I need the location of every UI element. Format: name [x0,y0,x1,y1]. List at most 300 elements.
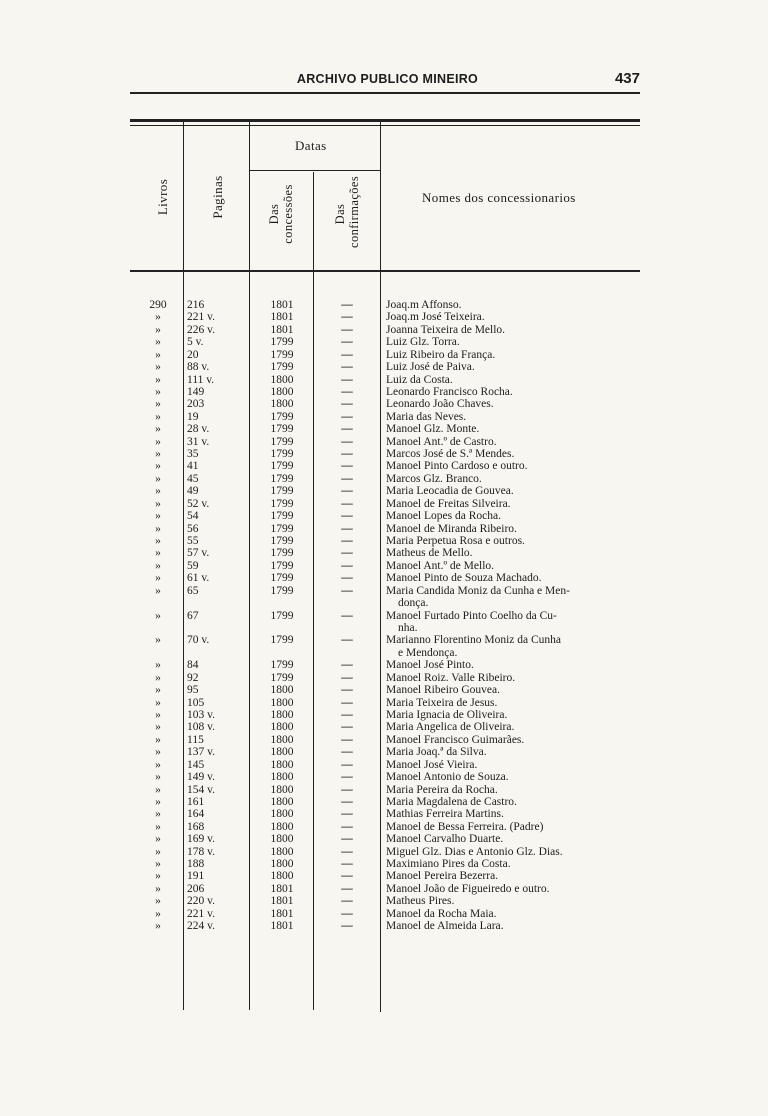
cell-livro: » [155,559,161,572]
cell-pagina: 88 v. [187,361,210,374]
cell-nome-text: Manoel Ant.º de Mello. [386,559,495,572]
cell-livro: » [155,311,161,324]
cell-nome [386,808,648,820]
cell-concessao: 1800 [270,721,294,734]
cell-concessao: 1800 [270,733,294,746]
cell-nome [386,610,648,635]
cell-nome-text: Manoel João de Figueiredo e outro. [386,882,550,895]
cell-livro: » [155,336,161,349]
cell-livro: » [155,795,161,808]
cell-livro: » [155,373,161,386]
cell-confirmacao: — [341,510,353,523]
cell-nome-text: Matheus de Mello. [386,547,473,560]
cell-nome-text: Luiz Ribeiro da França. [386,348,496,361]
cell-nome-text: Manoel Ribeiro Gouvea. [386,684,501,697]
cell-nome-text: Maria das Neves. [386,410,467,423]
cell-nome [386,672,648,684]
cell-nome-text: Luiz José de Paiva. [386,361,475,374]
cell-confirmacao: — [341,385,353,398]
cell-pagina: 49 [187,485,199,498]
cell-concessao: 1799 [270,348,294,361]
cell-pagina: 5 v. [187,336,204,349]
cell-concessao: 1800 [270,771,294,784]
table-row [0,324,768,336]
cell-livro: » [155,833,161,846]
page-number: 437 [614,70,640,87]
cell-concessao: 1800 [270,858,294,871]
cell-confirmacao: — [341,907,353,920]
cell-pagina: 221 v. [187,907,216,920]
cell-confirmacao: — [341,361,353,374]
cell-nome-text: Mathias Ferreira Martins. [386,808,504,821]
cell-livro: » [155,733,161,746]
table-row [0,784,768,796]
cell-nome-text: Manoel Antonio de Souza. [386,771,509,784]
cell-confirmacao: — [341,659,353,672]
cell-pagina: 55 [187,535,199,548]
table-row [0,386,768,398]
cell-livro: » [155,696,161,709]
cell-nome [386,709,648,721]
cell-confirmacao: — [341,572,353,585]
cell-pagina: 164 [187,808,205,821]
cell-pagina: 154 v. [187,783,216,796]
cell-confirmacao: — [341,423,353,436]
cell-pagina: 169 v. [187,833,216,846]
cell-pagina: 31 v. [187,435,210,448]
cell-concessao: 1801 [270,920,294,933]
cell-concessao: 1800 [270,708,294,721]
table-row [0,448,768,460]
cell-nome [386,895,648,907]
cell-nome-text: Maria Leocadia de Gouvea. [386,485,514,498]
cell-concessao: 1800 [270,783,294,796]
cell-concessao: 1799 [270,609,294,622]
cell-livro: » [155,721,161,734]
cell-confirmacao: — [341,746,353,759]
cell-pagina: 161 [187,795,205,808]
table-row [0,535,768,547]
cell-nome [386,535,648,547]
cell-pagina: 203 [187,398,205,411]
cell-nome [386,759,648,771]
cell-pagina: 41 [187,460,199,473]
cell-nome-continuation: e Mendonça. [398,646,458,659]
cell-nome [386,697,648,709]
table-top-rule [130,119,640,122]
cell-confirmacao: — [341,808,353,821]
cell-confirmacao: — [341,336,353,349]
cell-confirmacao: — [341,696,353,709]
table-row [0,759,768,771]
cell-nome-text: Leonardo João Chaves. [386,398,494,411]
cell-pagina: 188 [187,858,205,871]
cell-livro: 290 [149,299,167,311]
cell-pagina: 57 v. [187,547,210,560]
cell-pagina: 52 v. [187,497,210,510]
cell-confirmacao: — [341,833,353,846]
cell-nome [386,510,648,522]
cell-pagina: 115 [187,733,204,746]
page-title: ARCHIVO PUBLICO MINEIRO [296,72,479,86]
table-row [0,796,768,808]
table-row [0,547,768,559]
table-row [0,299,768,311]
cell-pagina: 105 [187,696,205,709]
column-header-datas: Datas [295,138,327,153]
cell-concessao: 1800 [270,746,294,759]
cell-nome [386,920,648,932]
cell-pagina: 111 v. [187,373,215,386]
cell-nome-text: Maria Candida Moniz da Cunha e Men- [386,584,570,597]
datas-header-rule [249,170,380,171]
cell-confirmacao: — [341,733,353,746]
table-top-rule-thin [130,125,640,126]
table-row [0,895,768,907]
column-header-paginas: Paginas [210,175,225,219]
table-row [0,560,768,572]
cell-confirmacao: — [341,783,353,796]
cell-concessao: 1799 [270,485,294,498]
table-row [0,423,768,435]
cell-nome-text: Joanna Teixeira de Mello. [386,323,506,336]
cell-concessao: 1799 [270,361,294,374]
cell-confirmacao: — [341,795,353,808]
table-row [0,672,768,684]
cell-nome [386,833,648,845]
column-header-livros: Livros [155,178,170,216]
cell-pagina: 28 v. [187,423,210,436]
cell-concessao: 1799 [270,460,294,473]
cell-nome [386,498,648,510]
cell-pagina: 226 v. [187,323,216,336]
cell-nome-text: Manoel de Bessa Ferreira. (Padre) [386,820,544,833]
cell-nome [386,585,648,610]
cell-livro: » [155,671,161,684]
cell-nome [386,684,648,696]
cell-concessao: 1800 [270,385,294,398]
cell-concessao: 1799 [270,572,294,585]
cell-confirmacao: — [341,472,353,485]
cell-pagina: 206 [187,882,205,895]
cell-pagina: 220 v. [187,895,216,908]
cell-nome [386,473,648,485]
cell-nome-text: Maria Magdalena de Castro. [386,795,517,808]
cell-livro: » [155,448,161,461]
table-row [0,721,768,733]
cell-confirmacao: — [341,820,353,833]
table-row [0,361,768,373]
cell-nome [386,448,648,460]
cell-concessao: 1799 [270,547,294,560]
cell-concessao: 1800 [270,696,294,709]
cell-concessao: 1801 [270,323,294,336]
cell-pagina: 54 [187,510,199,523]
table-row [0,858,768,870]
cell-confirmacao: — [341,485,353,498]
cell-livro: » [155,535,161,548]
cell-nome-text: Leonardo Francisco Rocha. [386,385,513,398]
cell-nome-text: Luiz da Costa. [386,373,453,386]
cell-livro: » [155,547,161,560]
cell-nome-continuation: nha. [398,622,418,634]
cell-pagina: 108 v. [187,721,216,734]
cell-concessao: 1800 [270,684,294,697]
table-row [0,709,768,721]
cell-concessao: 1799 [270,472,294,485]
cell-pagina: 224 v. [187,920,216,933]
cell-livro: » [155,584,161,597]
table-row [0,336,768,348]
table-row [0,572,768,584]
cell-confirmacao: — [341,299,353,311]
cell-livro: » [155,882,161,895]
cell-concessao: 1800 [270,795,294,808]
cell-livro: » [155,746,161,759]
table-row [0,311,768,323]
cell-concessao: 1801 [270,882,294,895]
cell-nome-text: Manoel da Rocha Maia. [386,907,497,920]
cell-nome [386,311,648,323]
cell-livro: » [155,398,161,411]
cell-concessao: 1801 [270,895,294,908]
concessoes-line-1: Das [267,203,281,225]
cell-confirmacao: — [341,708,353,721]
cell-livro: » [155,472,161,485]
cell-nome [386,547,648,559]
cell-livro: » [155,510,161,523]
cell-confirmacao: — [341,348,353,361]
cell-confirmacao: — [341,535,353,548]
table-row [0,883,768,895]
cell-concessao: 1800 [270,373,294,386]
table-row [0,485,768,497]
cell-livro: » [155,783,161,796]
cell-pagina: 20 [187,348,199,361]
cell-livro: » [155,435,161,448]
cell-nome [386,324,648,336]
cell-nome-text: Luiz Glz. Torra. [386,336,460,349]
cell-nome [386,634,648,659]
cell-confirmacao: — [341,721,353,734]
table-row [0,908,768,920]
cell-pagina: 149 [187,385,205,398]
cell-confirmacao: — [341,870,353,883]
cell-livro: » [155,460,161,473]
cell-confirmacao: — [341,448,353,461]
cell-livro: » [155,820,161,833]
cell-nome-text: Manoel Lopes da Rocha. [386,510,501,523]
cell-livro: » [155,808,161,821]
cell-nome-text: Maria Pereira da Rocha. [386,783,498,796]
cell-livro: » [155,361,161,374]
cell-nome-text: Manoel Carvalho Duarte. [386,833,504,846]
cell-confirmacao: — [341,522,353,535]
cell-pagina: 65 [187,584,199,597]
concessoes-line-2: concessões [281,184,295,244]
confirmacoes-line-2: confirmações [347,175,361,248]
cell-nome [386,883,648,895]
cell-nome-text: Manoel de Almeida Lara. [386,920,504,933]
cell-nome-text: Maximiano Pires da Costa. [386,858,511,871]
cell-nome [386,858,648,870]
cell-concessao: 1800 [270,870,294,883]
cell-livro: » [155,423,161,436]
cell-nome-text: Matheus Pires. [386,895,455,908]
cell-concessao: 1799 [270,410,294,423]
cell-pagina: 59 [187,559,199,572]
cell-concessao: 1799 [270,671,294,684]
column-header-nomes: Nomes dos concessionarios [422,190,576,205]
cell-livro: » [155,348,161,361]
cell-pagina: 95 [187,684,199,697]
cell-nome-text: Manoel José Pinto. [386,659,474,672]
cell-nome-text: Manoel Roiz. Valle Ribeiro. [386,671,516,684]
cell-pagina: 70 v. [187,634,210,647]
cell-confirmacao: — [341,845,353,858]
cell-confirmacao: — [341,410,353,423]
cell-concessao: 1799 [270,448,294,461]
cell-nome-text: Manoel Francisco Guimarães. [386,733,525,746]
cell-concessao: 1801 [270,907,294,920]
cell-concessao: 1799 [270,522,294,535]
cell-concessao: 1799 [270,510,294,523]
cell-nome-text: Manoel Glz. Monte. [386,423,480,436]
table-row [0,498,768,510]
running-head [130,70,640,87]
cell-nome-text: Maria Ignacia de Oliveira. [386,708,508,721]
cell-livro: » [155,870,161,883]
cell-confirmacao: — [341,373,353,386]
cell-nome-text: Joaq.m José Teixeira. [386,311,485,324]
cell-livro: » [155,708,161,721]
cell-pagina: 35 [187,448,199,461]
cell-nome-text: Manoel de Freitas Silveira. [386,497,511,510]
cell-concessao: 1799 [270,559,294,572]
cell-nome [386,771,648,783]
cell-concessao: 1799 [270,584,294,597]
cell-pagina: 145 [187,758,205,771]
cell-concessao: 1800 [270,833,294,846]
cell-nome-text: Joaq.m Affonso. [386,299,462,311]
cell-confirmacao: — [341,895,353,908]
cell-nome-text: Manoel Pinto de Souza Machado. [386,572,542,585]
cell-pagina: 103 v. [187,708,216,721]
table-row [0,610,768,635]
cell-confirmacao: — [341,671,353,684]
column-header-confirmacoes [333,175,361,248]
cell-nome [386,734,648,746]
cell-livro: » [155,323,161,336]
table-row [0,374,768,386]
cell-confirmacao: — [341,758,353,771]
cell-confirmacao: — [341,634,353,647]
cell-confirmacao: — [341,460,353,473]
cell-concessao: 1799 [270,497,294,510]
cell-nome [386,336,648,348]
cell-pagina: 216 [187,299,205,311]
cell-nome-text: Maria Teixeira de Jesus. [386,696,498,709]
cell-confirmacao: — [341,323,353,336]
table-row [0,473,768,485]
cell-livro: » [155,410,161,423]
cell-nome [386,746,648,758]
cell-concessao: 1799 [270,659,294,672]
cell-nome [386,560,648,572]
table-row [0,808,768,820]
cell-nome-continuation: donça. [398,597,429,610]
table-row [0,833,768,845]
cell-confirmacao: — [341,398,353,411]
cell-concessao: 1800 [270,758,294,771]
table-row [0,634,768,659]
cell-livro: » [155,572,161,585]
cell-nome-text: Manoel José Vieira. [386,758,478,771]
table-row [0,523,768,535]
cell-confirmacao: — [341,684,353,697]
cell-concessao: 1799 [270,634,294,647]
cell-nome [386,870,648,882]
cell-concessao: 1799 [270,336,294,349]
cell-nome [386,411,648,423]
cell-confirmacao: — [341,858,353,871]
cell-confirmacao: — [341,920,353,933]
table-row [0,460,768,472]
table-row [0,411,768,423]
cell-nome-text: Manoel de Miranda Ribeiro. [386,522,517,535]
cell-nome [386,423,648,435]
cell-nome-text: Marcos Glz. Branco. [386,472,482,485]
cell-livro: » [155,634,161,647]
cell-nome [386,386,648,398]
cell-nome-text: Marianno Florentino Moniz da Cunha [386,634,562,647]
cell-livro: » [155,858,161,871]
cell-livro: » [155,758,161,771]
cell-confirmacao: — [341,547,353,560]
cell-livro: » [155,920,161,933]
cell-pagina: 56 [187,522,199,535]
table-row [0,684,768,696]
cell-nome [386,361,648,373]
cell-pagina: 191 [187,870,205,883]
cell-concessao: 1799 [270,435,294,448]
cell-livro: » [155,771,161,784]
cell-nome [386,460,648,472]
table-header-bottom-rule [130,270,640,272]
table-row [0,585,768,610]
cell-pagina: 221 v. [187,311,216,324]
cell-livro: » [155,659,161,672]
cell-nome-text: Manoel Ant.º de Castro. [386,435,497,448]
cell-nome-text: Manoel Pinto Cardoso e outro. [386,460,528,473]
confirmacoes-line-1: Das [333,203,347,225]
cell-nome [386,796,648,808]
cell-nome [386,821,648,833]
cell-nome [386,374,648,386]
cell-confirmacao: — [341,609,353,622]
table-row [0,771,768,783]
cell-nome [386,846,648,858]
cell-livro: » [155,385,161,398]
cell-confirmacao: — [341,882,353,895]
cell-pagina: 19 [187,410,199,423]
cell-concessao: 1800 [270,845,294,858]
table-row [0,398,768,410]
table-row [0,436,768,448]
cell-confirmacao: — [341,311,353,324]
cell-livro: » [155,609,161,622]
cell-nome-text: Miguel Glz. Dias e Antonio Glz. Dias. [386,845,563,858]
